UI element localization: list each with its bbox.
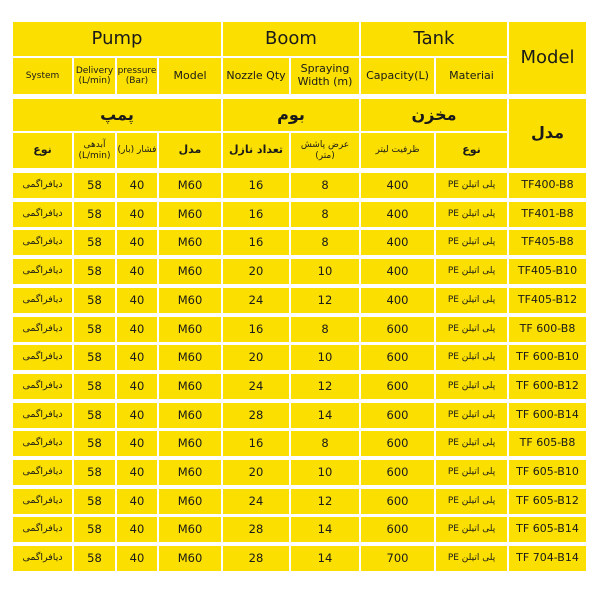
cell-pump-model: M60 bbox=[159, 259, 221, 284]
cell-model: TF 605-B10 bbox=[509, 460, 586, 485]
cell-system: دیافراگمی bbox=[13, 230, 72, 255]
cell-model: TF 600-B14 bbox=[509, 403, 586, 428]
header-spraying-width-fa: عرض پاشش (متر) bbox=[291, 133, 359, 168]
cell-delivery: 58 bbox=[74, 259, 115, 284]
cell-system: دیافراگمی bbox=[13, 460, 72, 485]
cell-pump-model: M60 bbox=[159, 517, 221, 542]
cell-pressure: 40 bbox=[117, 230, 157, 255]
header-tank-fa: مخزن bbox=[361, 99, 507, 131]
cell-system: دیافراگمی bbox=[13, 431, 72, 456]
cell-nozzle-qty: 16 bbox=[223, 230, 289, 255]
cell-system: دیافراگمی bbox=[13, 202, 72, 227]
header-capacity-fa: ظرفیت لیتر bbox=[361, 133, 434, 168]
cell-capacity: 400 bbox=[361, 230, 434, 255]
cell-spraying-width: 14 bbox=[291, 517, 359, 542]
cell-delivery: 58 bbox=[74, 546, 115, 571]
cell-material: پلی اتیلن PE bbox=[436, 173, 507, 198]
cell-nozzle-qty: 16 bbox=[223, 431, 289, 456]
header-type-fa: نوع bbox=[13, 133, 72, 168]
cell-pressure: 40 bbox=[117, 259, 157, 284]
cell-system: دیافراگمی bbox=[13, 259, 72, 284]
cell-system: دیافراگمی bbox=[13, 345, 72, 370]
cell-pressure: 40 bbox=[117, 288, 157, 313]
cell-pump-model: M60 bbox=[159, 345, 221, 370]
cell-material: پلی اتیلن PE bbox=[436, 317, 507, 342]
cell-delivery: 58 bbox=[74, 460, 115, 485]
cell-capacity: 700 bbox=[361, 546, 434, 571]
cell-pressure: 40 bbox=[117, 460, 157, 485]
cell-spraying-width: 14 bbox=[291, 403, 359, 428]
cell-nozzle-qty: 20 bbox=[223, 460, 289, 485]
cell-pressure: 40 bbox=[117, 431, 157, 456]
cell-material: پلی اتیلن PE bbox=[436, 460, 507, 485]
cell-delivery: 58 bbox=[74, 202, 115, 227]
cell-delivery: 58 bbox=[74, 345, 115, 370]
header-delivery-en: Delivery (L/min) bbox=[74, 58, 115, 94]
cell-delivery: 58 bbox=[74, 173, 115, 198]
cell-delivery: 58 bbox=[74, 403, 115, 428]
cell-system: دیافراگمی bbox=[13, 317, 72, 342]
cell-spraying-width: 12 bbox=[291, 374, 359, 399]
cell-system: دیافراگمی bbox=[13, 374, 72, 399]
cell-delivery: 58 bbox=[74, 431, 115, 456]
cell-model: TF405-B10 bbox=[509, 259, 586, 284]
cell-system: دیافراگمی bbox=[13, 403, 72, 428]
cell-model: TF405-B8 bbox=[509, 230, 586, 255]
cell-pump-model: M60 bbox=[159, 489, 221, 514]
cell-capacity: 600 bbox=[361, 431, 434, 456]
cell-material: پلی اتیلن PE bbox=[436, 403, 507, 428]
header-boom-en: Boom bbox=[223, 22, 359, 56]
header-boom-fa: بوم bbox=[223, 99, 359, 131]
cell-model: TF 600-B8 bbox=[509, 317, 586, 342]
cell-nozzle-qty: 24 bbox=[223, 374, 289, 399]
cell-model: TF401-B8 bbox=[509, 202, 586, 227]
cell-delivery: 58 bbox=[74, 374, 115, 399]
cell-system: دیافراگمی bbox=[13, 173, 72, 198]
cell-model: TF 704-B14 bbox=[509, 546, 586, 571]
cell-model: TF 600-B10 bbox=[509, 345, 586, 370]
cell-material: پلی اتیلن PE bbox=[436, 546, 507, 571]
cell-model: TF405-B12 bbox=[509, 288, 586, 313]
header-tank-en: Tank bbox=[361, 22, 507, 56]
cell-model: TF 600-B12 bbox=[509, 374, 586, 399]
cell-capacity: 600 bbox=[361, 345, 434, 370]
cell-system: دیافراگمی bbox=[13, 546, 72, 571]
cell-pump-model: M60 bbox=[159, 288, 221, 313]
cell-material: پلی اتیلن PE bbox=[436, 259, 507, 284]
header-pressure-fa: فشار (بار) bbox=[117, 133, 157, 168]
header-pump-model-en: Model bbox=[159, 58, 221, 94]
cell-system: دیافراگمی bbox=[13, 288, 72, 313]
cell-system: دیافراگمی bbox=[13, 517, 72, 542]
header-delivery-fa: آبدهی (L/min) bbox=[74, 133, 115, 168]
cell-capacity: 600 bbox=[361, 460, 434, 485]
cell-material: پلی اتیلن PE bbox=[436, 230, 507, 255]
cell-capacity: 600 bbox=[361, 403, 434, 428]
cell-nozzle-qty: 16 bbox=[223, 173, 289, 198]
cell-pump-model: M60 bbox=[159, 173, 221, 198]
header-nozzle-qty-fa: تعداد نازل bbox=[223, 133, 289, 168]
cell-pump-model: M60 bbox=[159, 546, 221, 571]
header-capacity-en: Capacity(L) bbox=[361, 58, 434, 94]
cell-delivery: 58 bbox=[74, 288, 115, 313]
cell-pressure: 40 bbox=[117, 403, 157, 428]
cell-pump-model: M60 bbox=[159, 230, 221, 255]
cell-nozzle-qty: 20 bbox=[223, 345, 289, 370]
cell-material: پلی اتیلن PE bbox=[436, 517, 507, 542]
header-model-fa: مدل bbox=[509, 99, 586, 168]
cell-pump-model: M60 bbox=[159, 374, 221, 399]
cell-spraying-width: 8 bbox=[291, 230, 359, 255]
header-spraying-width-en: Spraying Width (m) bbox=[291, 58, 359, 94]
cell-spraying-width: 12 bbox=[291, 489, 359, 514]
cell-pressure: 40 bbox=[117, 546, 157, 571]
cell-nozzle-qty: 16 bbox=[223, 202, 289, 227]
header-nozzle-qty-en: Nozzle Qty bbox=[223, 58, 289, 94]
cell-delivery: 58 bbox=[74, 230, 115, 255]
cell-pump-model: M60 bbox=[159, 403, 221, 428]
cell-capacity: 400 bbox=[361, 202, 434, 227]
cell-spraying-width: 8 bbox=[291, 173, 359, 198]
cell-pump-model: M60 bbox=[159, 460, 221, 485]
cell-material: پلی اتیلن PE bbox=[436, 288, 507, 313]
cell-spraying-width: 8 bbox=[291, 317, 359, 342]
cell-nozzle-qty: 24 bbox=[223, 489, 289, 514]
cell-pressure: 40 bbox=[117, 173, 157, 198]
cell-pressure: 40 bbox=[117, 317, 157, 342]
cell-capacity: 400 bbox=[361, 173, 434, 198]
cell-delivery: 58 bbox=[74, 489, 115, 514]
cell-spraying-width: 10 bbox=[291, 345, 359, 370]
header-pump-fa: پمپ bbox=[13, 99, 221, 131]
cell-capacity: 600 bbox=[361, 489, 434, 514]
cell-capacity: 600 bbox=[361, 517, 434, 542]
cell-material: پلی اتیلن PE bbox=[436, 489, 507, 514]
cell-material: پلی اتیلن PE bbox=[436, 374, 507, 399]
cell-capacity: 400 bbox=[361, 259, 434, 284]
cell-system: دیافراگمی bbox=[13, 489, 72, 514]
cell-spraying-width: 14 bbox=[291, 546, 359, 571]
cell-pressure: 40 bbox=[117, 374, 157, 399]
header-material-fa: نوع bbox=[436, 133, 507, 168]
cell-delivery: 58 bbox=[74, 317, 115, 342]
header-pump-model-fa: مدل bbox=[159, 133, 221, 168]
cell-material: پلی اتیلن PE bbox=[436, 202, 507, 227]
cell-nozzle-qty: 28 bbox=[223, 546, 289, 571]
header-material-en: Materiai bbox=[436, 58, 507, 94]
header-system-en: System bbox=[13, 58, 72, 94]
cell-spraying-width: 10 bbox=[291, 460, 359, 485]
cell-pump-model: M60 bbox=[159, 317, 221, 342]
cell-model: TF 605-B12 bbox=[509, 489, 586, 514]
header-pump-en: Pump bbox=[13, 22, 221, 56]
cell-pressure: 40 bbox=[117, 202, 157, 227]
header-pressure-en: pressure (Bar) bbox=[117, 58, 157, 94]
header-model-en: Model bbox=[509, 22, 586, 94]
cell-spraying-width: 10 bbox=[291, 259, 359, 284]
cell-model: TF400-B8 bbox=[509, 173, 586, 198]
cell-pressure: 40 bbox=[117, 517, 157, 542]
cell-spraying-width: 8 bbox=[291, 431, 359, 456]
cell-capacity: 600 bbox=[361, 317, 434, 342]
cell-delivery: 58 bbox=[74, 517, 115, 542]
cell-material: پلی اتیلن PE bbox=[436, 345, 507, 370]
cell-nozzle-qty: 16 bbox=[223, 317, 289, 342]
cell-nozzle-qty: 24 bbox=[223, 288, 289, 313]
cell-capacity: 600 bbox=[361, 374, 434, 399]
cell-nozzle-qty: 20 bbox=[223, 259, 289, 284]
cell-material: پلی اتیلن PE bbox=[436, 431, 507, 456]
cell-pump-model: M60 bbox=[159, 431, 221, 456]
cell-pressure: 40 bbox=[117, 489, 157, 514]
cell-pump-model: M60 bbox=[159, 202, 221, 227]
cell-pressure: 40 bbox=[117, 345, 157, 370]
cell-spraying-width: 12 bbox=[291, 288, 359, 313]
cell-spraying-width: 8 bbox=[291, 202, 359, 227]
cell-nozzle-qty: 28 bbox=[223, 403, 289, 428]
cell-model: TF 605-B14 bbox=[509, 517, 586, 542]
cell-nozzle-qty: 28 bbox=[223, 517, 289, 542]
cell-capacity: 400 bbox=[361, 288, 434, 313]
cell-model: TF 605-B8 bbox=[509, 431, 586, 456]
